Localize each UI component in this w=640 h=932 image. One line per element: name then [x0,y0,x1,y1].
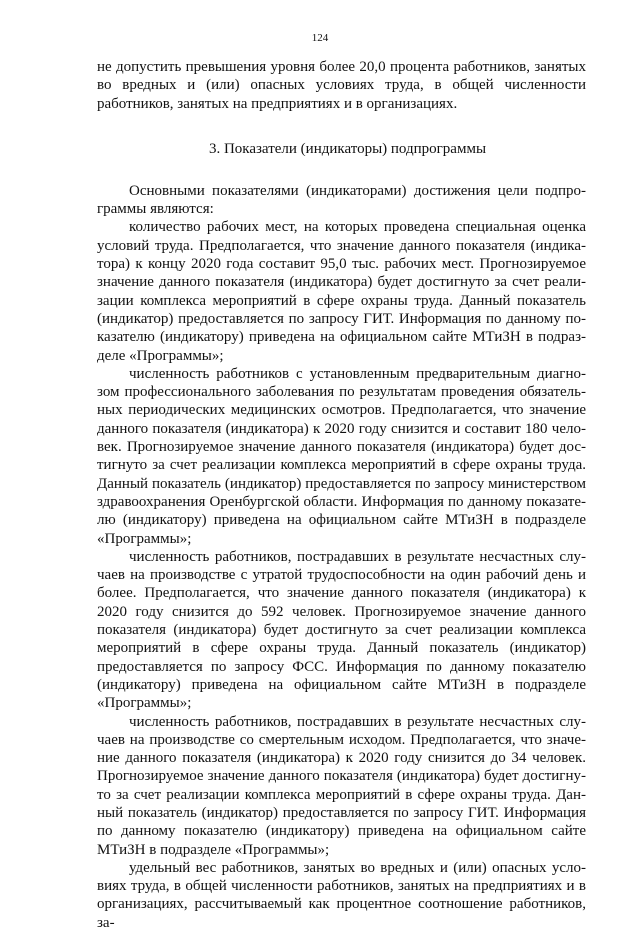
intro-paragraph: не допустить превышения уровня более 20,0 процента работников, занятых во вредных и (или) опасных условиях труда, в общей численности работников, занятых на предприятиях и в организациях. [97,59,586,112]
paragraph-indicator-injuries: численность работников, пострадавших в результате несчастных случаев на производстве с утратой трудоспособности на один рабочий день и более. Предполагается, что значение данного показателя (индикатора) к 2020 году снизится до 592 человек. Прогнозируемое значение данного показателя (индикатора) будет достигнуто за счет реализации комплекса мероприятий в сфере охраны труда. Данный показатель (индикатор) предоставляется по запросу ФСС. Информация по данному показателю (индикатору) приведена на официальном сайте МТиЗН в подразделе «Программы»; [97,548,586,712]
paragraph-indicator-workplaces: количество рабочих мест, на которых проведена специальная оценка условий труда. Предполагается, что значение данного показателя (индикатора) к концу 2020 года составит 95,0 тыс. рабочих мест. Прогнозируемое значение данного показателя (индикатора) будет достигнуто за счет реализации комплекса мероприятий в сфере охраны труда. Данный показатель (индикатор) предоставляется по запросу ГИТ. Информация по данному показателю (индикатору) приведена на официальном сайте МТиЗН в подразделе «Программы»; [97,219,586,364]
paragraph-lead: Основными показателями (индикаторами) достижения цели подпрограммы являются: [97,182,586,218]
paragraph-indicator-occupational-disease: численность работников с установленным предварительным диагнозом профессионального заболевания по результатам проведения обязательных периодических медицинских осмотров. Предполагается, что значение данного показателя (индикатора) к 2020 году снизится и составит 180 человек. Прогнозируемое значение данного показателя (индикатора) будет достигнуто за счет реализации комплекса мероприятий в сфере охраны труда. Данный показатель (индикатор) предоставляется по запросу министерством здравоохранения Оренбургской области. Информация по данному показателю (индикатору) приведена на официальном сайте МТиЗН в подразделе «Программы»; [97,365,586,547]
paragraph-indicator-hazardous-share: удельный вес работников, занятых во вредных и (или) опасных условиях труда, в общей численности работников, занятых на предприятиях и в организациях, рассчитываемый как процентное соотношение работников, за- [97,859,586,931]
section-title: 3. Показатели (индикаторы) подпрограммы [208,140,487,157]
page-number: 124 [311,32,329,44]
document-body [97,58,586,932]
paragraph-indicator-fatalities: численность работников, пострадавших в результате несчастных случаев на производстве со смертельным исходом. Предполагается, что значение данного показателя (индикатора) к 2020 году снизится до 34 человек. Прогнозируемое значение данного показателя (индикатора) будет достигнуто за счет реализации комплекса мероприятий в сфере охраны труда. Данный показатель (индикатор) предоставляется по запросу ГИТ. Информация по данному показателю (индикатору) приведена на официальном сайте МТиЗН в подразделе «Программы»; [97,713,586,858]
